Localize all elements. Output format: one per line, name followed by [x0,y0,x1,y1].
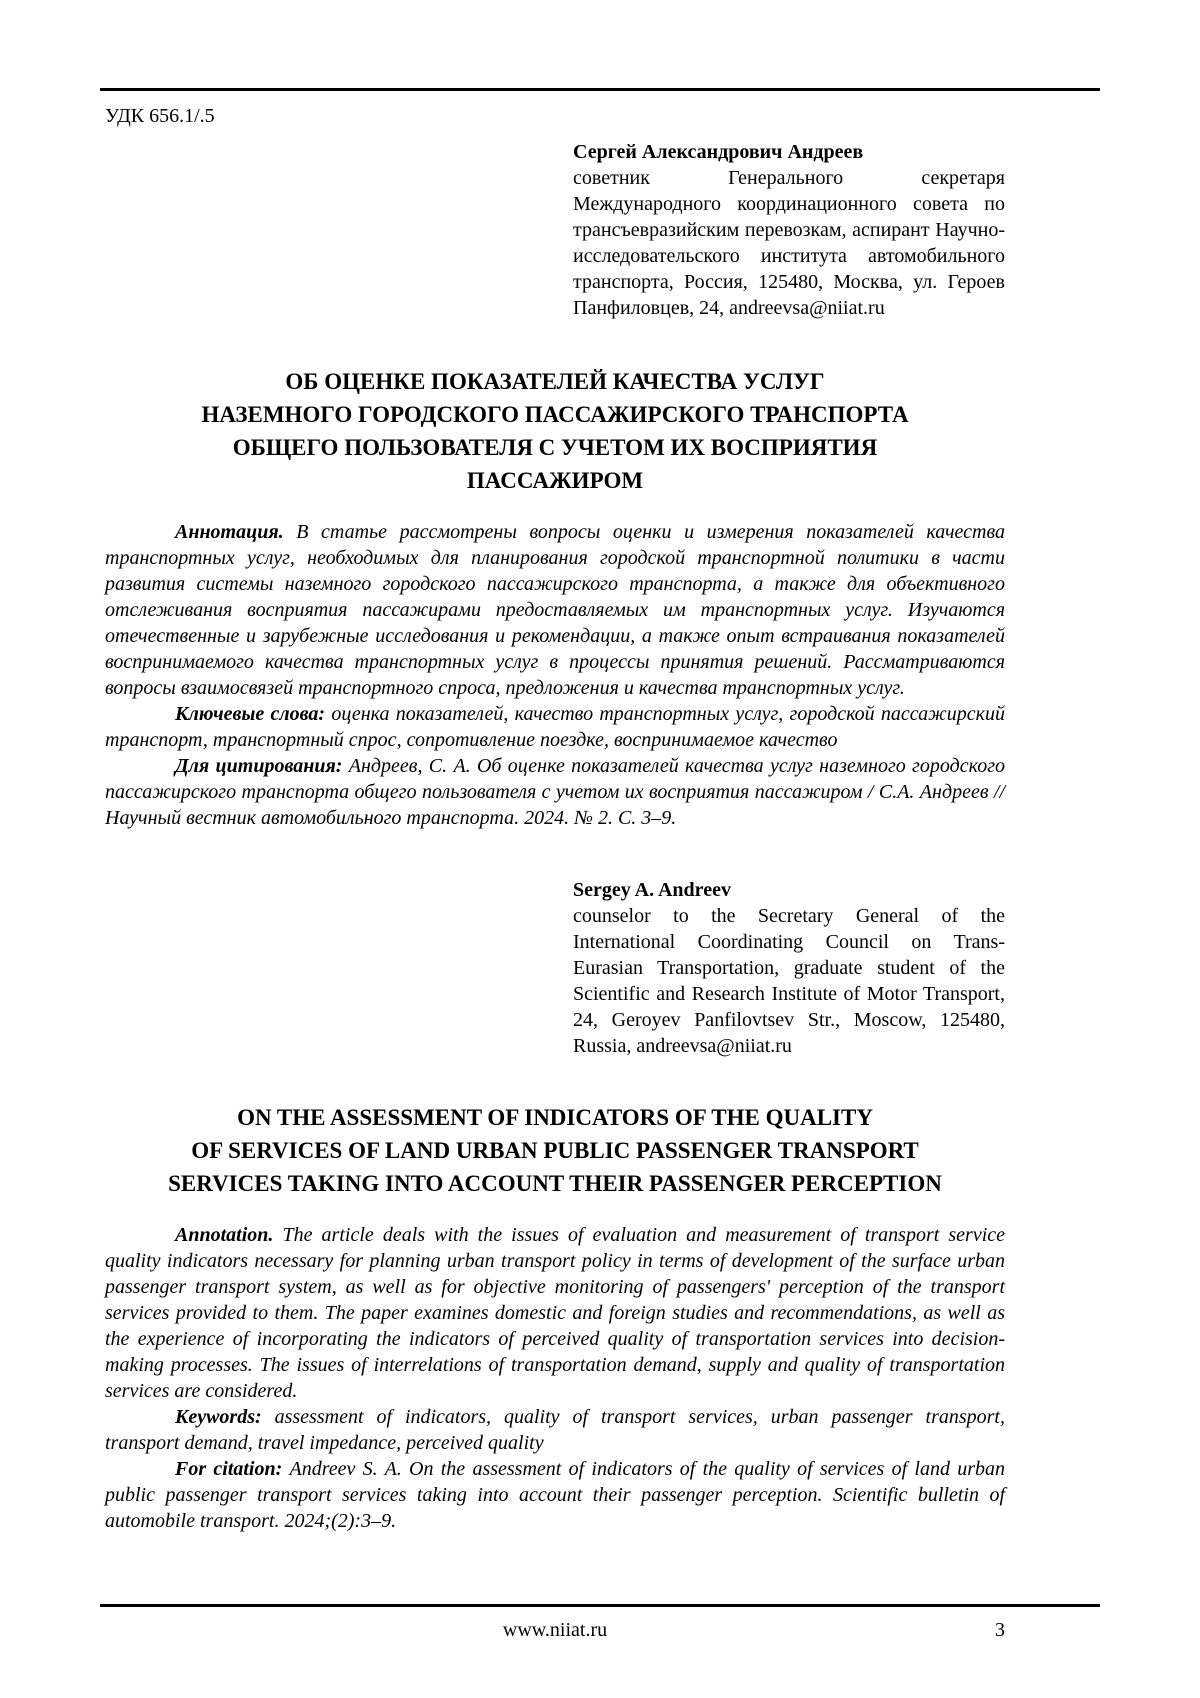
keywords-en-text: assessment of indicators, quality of transport services, urban passenger transport, transport demand, travel impedance, perceived quality [105,1406,1005,1454]
footer-inner [105,1617,1005,1643]
abstract-ru [105,519,1005,701]
article-title-en: ON THE ASSESSMENT OF INDICATORS OF THE QUALITY OF SERVICES OF LAND URBAN PUBLIC PASSENGER TRANSPORT SERVICES TAKING INTO ACCOUNT THEIR PASSENGER PERCEPTION [168,1105,942,1196]
author-details-ru: советник Генерального секретаря Международного координационного совета по трансъевразийским перевозкам, аспирант Научно-исследовательского института автомобильного транспорта, Россия, 125480, Москва, ул. Героев Панфиловцев, 24, andreevsa@niiat.ru [573,167,1005,319]
abstract-en [105,1222,1005,1404]
citation-en [105,1456,1005,1534]
top-rule [100,88,1100,91]
author-name-en: Sergey A. Andreev [573,879,731,901]
author-name-ru: Сергей Александрович Андреев [573,141,864,163]
abstract-en-label: Annotation. [175,1224,283,1246]
author-details-en: counselor to the Secretary General of the International Coordinating Council on Trans-Eurasian Transportation, graduate student of the Scientific and Research Institute of Motor Transport, 24, Geroyev Panfilovtsev Str., Moscow, 125480, Russia, andreevsa@niiat.ru [573,905,1005,1057]
keywords-ru-label: Ключевые слова: [175,703,332,725]
citation-ru-text: Андреев, С. А. Об оценке показателей качества услуг наземного городского пассажирского транспорта общего пользователя с учетом их восприятия пассажиром / С.А. Андреев // Научный вестник автомобильного транспорта. 2024. № 2. С. 3–9. [105,755,1005,829]
citation-en-text: Andreev S. A. On the assessment of indicators of the quality of services of land urban public passenger transport services taking into account their passenger perception. Scientific bulletin of automobile transport. 2024;(2):3–9. [105,1458,1005,1532]
citation-ru-label: Для цитирования: [175,755,349,777]
keywords-en-label: Keywords: [175,1406,275,1428]
author-block-en [573,877,1005,1059]
keywords-ru [105,701,1005,753]
citation-ru [105,753,1005,831]
page-footer [0,1604,1200,1643]
footer-rule [100,1604,1100,1607]
abstract-ru-text: В статье рассмотрены вопросы оценки и измерения показателей качества транспортных услуг, необходимых для планирования городской транспортной политики в части развития системы наземного городского пассажирского транспорта, а также для объективного отслеживания восприятия пассажирами предоставляемых им транспортных услуг. Изучаются отечественные и зарубежные исследования и рекомендации, а также опыт встраивания показателей воспринимаемого качества транспортных услуг в процессы принятия решений. Рассматриваются вопросы взаимосвязей транспортного спроса, предложения и качества транспортных услуг. [105,521,1006,699]
udc-label: УДК 656.1/.5 [105,105,215,127]
footer-page-number: 3 [995,1619,1005,1641]
keywords-en [105,1404,1005,1456]
abstract-ru-label: Аннотация. [175,521,297,543]
footer-url-text: www.niiat.ru [502,1619,608,1641]
keywords-ru-text: оценка показателей, качество транспортных услуг, городской пассажирский транспорт, транспортный спрос, сопротивление поездке, воспринимаемое качество [105,703,1006,751]
page-content [105,103,1005,1534]
abstract-en-text: The article deals with the issues of evaluation and measurement of transport service quality indicators necessary for planning urban transport policy in terms of development of the surface urban passenger transport system, as well as for objective monitoring of passengers' perception of the transport services provided to them. The paper examines domestic and foreign studies and recommendations, as well as the experience of incorporating the indicators of perceived quality of transportation services into decision-making processes. The issues of interrelations of transportation demand, supply and quality of transportation services are considered. [105,1224,1006,1402]
citation-en-label: For citation: [175,1458,290,1480]
article-title-ru: ОБ ОЦЕНКЕ ПОКАЗАТЕЛЕЙ КАЧЕСТВА УСЛУГ НАЗЕМНОГО ГОРОДСКОГО ПАССАЖИРСКОГО ТРАНСПОРТА ОБЩЕГО ПОЛЬЗОВАТЕЛЯ С УЧЕТОМ ИХ ВОСПРИЯТИЯ ПАССАЖИРОМ [201,369,909,493]
author-block-ru [573,139,1005,321]
